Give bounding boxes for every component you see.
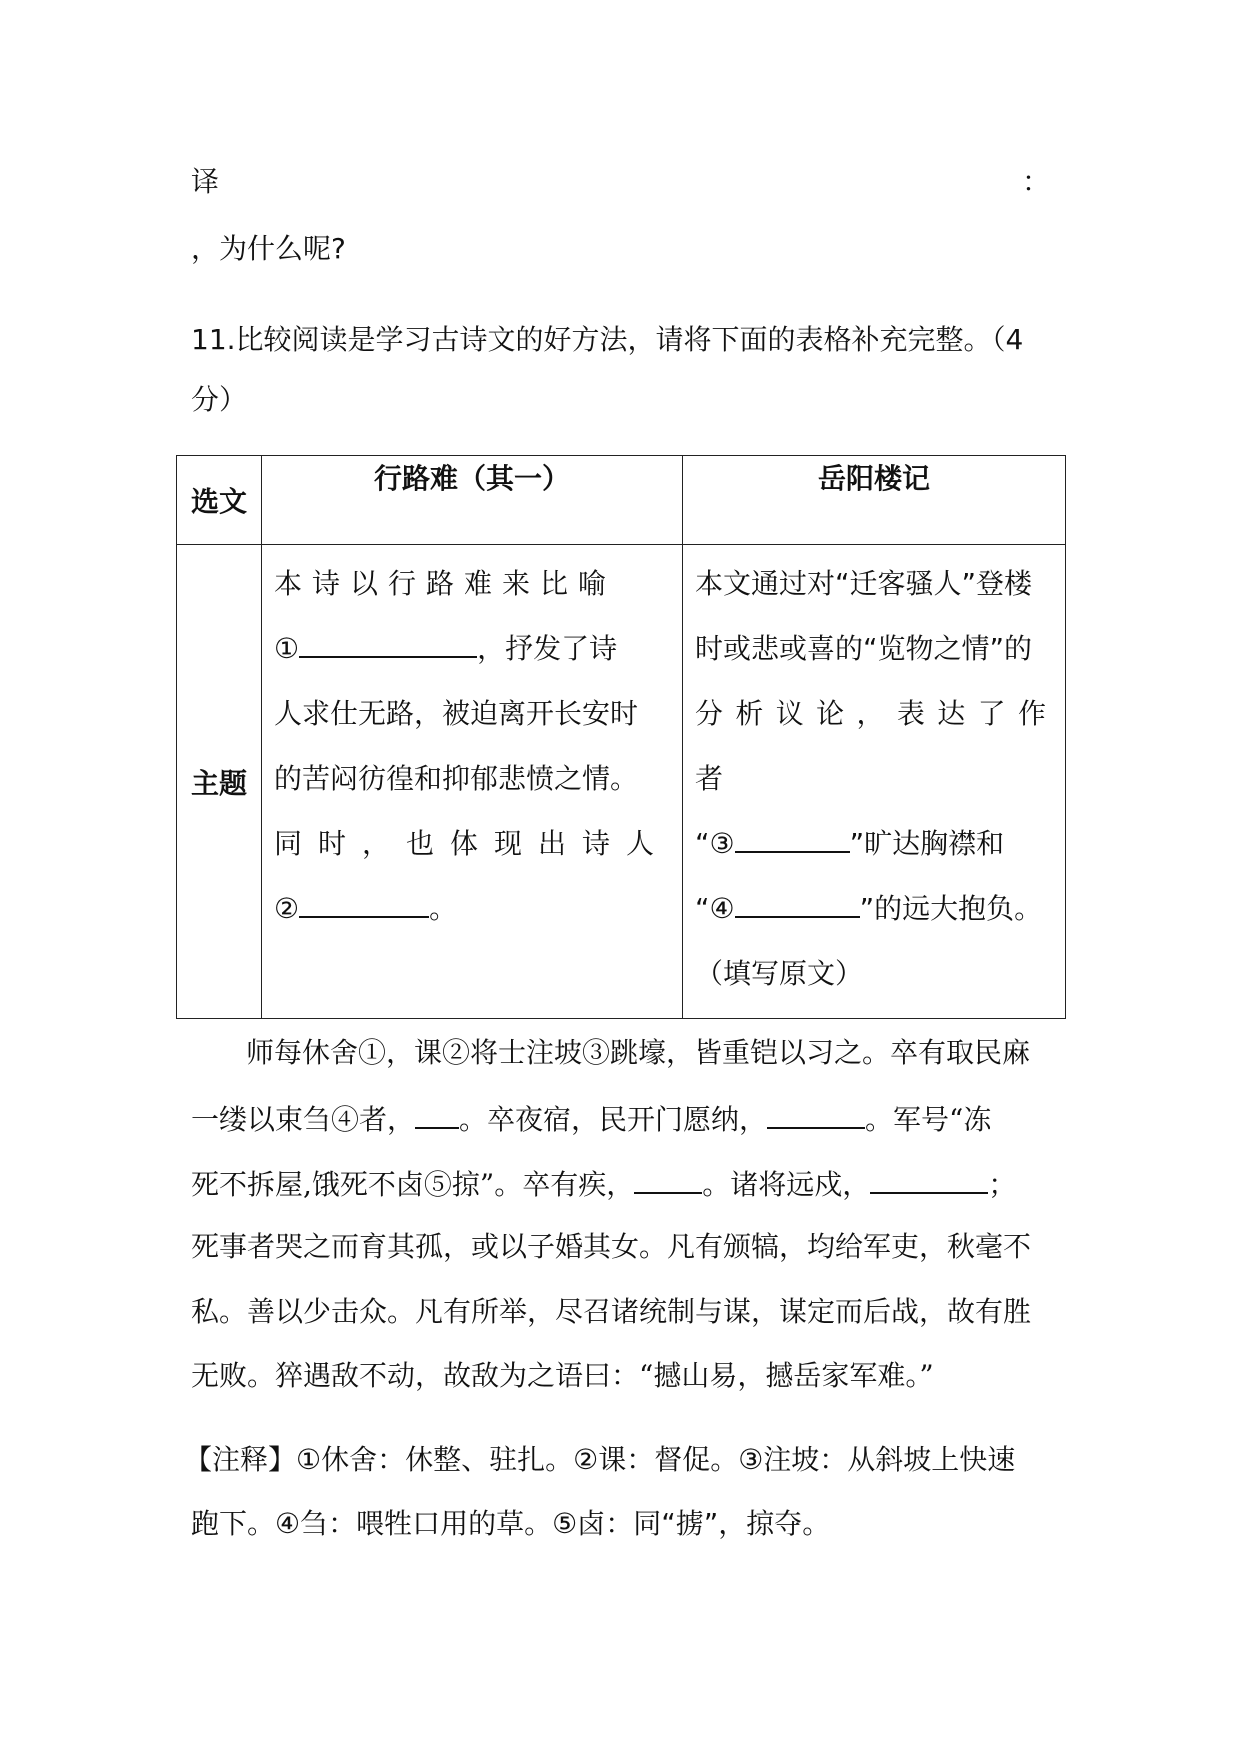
passage-blank-1[interactable] <box>415 1097 459 1129</box>
row-label-theme: 主题 <box>177 545 262 1019</box>
notes-line: 【注释】①休舍：休整、驻扎。②课：督促。③注坡：从斜坡上快速 <box>184 1443 1016 1476</box>
essay-theme-line: （填写原文） <box>695 957 864 990</box>
poem-theme-cell <box>262 545 683 1019</box>
answer-blank-4[interactable] <box>735 886 860 918</box>
blank-marker-3: “③ <box>695 827 735 860</box>
passage-line: 无败。猝遇敌不动，故敌为之语曰：“撼山易，撼岳家军难。” <box>191 1359 934 1392</box>
header-poem: 行路难（其一） <box>262 456 683 545</box>
passage-line <box>191 1097 991 1140</box>
passage-text: 。诸将远戍， <box>702 1168 871 1201</box>
blank-marker-2: ② <box>274 892 300 925</box>
essay-theme-line: 分析议论，表达了作者 <box>695 697 1055 795</box>
essay-theme-text: ”旷达胸襟和 <box>849 827 1005 860</box>
passage-text: 死不拆屋,饿死不卤⑤掠”。卒有疾， <box>191 1168 635 1201</box>
blank-marker-1: ① <box>274 632 300 665</box>
blank-marker-4: “④ <box>695 892 735 925</box>
question-11-line1: 11.比较阅读是学习古诗文的好方法，请将下面的表格补充完整。（4 <box>191 323 1024 356</box>
translation-colon: ： <box>1022 165 1051 198</box>
passage-line: 私。善以少击众。凡有所举，尽召诸统制与谋，谋定而后战，故有胜 <box>191 1295 1032 1328</box>
poem-theme-line <box>274 876 672 941</box>
answer-blank-2[interactable] <box>299 886 429 918</box>
essay-theme-text: ”的远大抱负。 <box>859 892 1043 925</box>
passage-line: 死事者哭之而育其孤，或以子婚其女。凡有颁犒，均给军吏，秋毫不 <box>191 1230 1032 1263</box>
header-selection: 选文 <box>177 456 262 545</box>
passage-blank-4[interactable] <box>870 1162 988 1194</box>
question-fragment: ，为什么呢? <box>191 232 346 265</box>
poem-theme-line: 本诗以行路难来比喻 <box>274 567 617 600</box>
essay-theme-line <box>695 876 1055 941</box>
poem-theme-text: 。 <box>429 892 458 925</box>
passage-text: 。卒夜宿，民开门愿纳， <box>459 1103 768 1136</box>
translation-label: 译 <box>191 165 220 198</box>
passage-text: 一缕以束刍④者， <box>191 1103 416 1136</box>
notes-line: 跑下。④刍：喂牲口用的草。⑤卤：同“掳”，掠夺。 <box>191 1507 831 1540</box>
poem-theme-line: 的苦闷彷徨和抑郁悲愤之情。 <box>274 762 639 795</box>
answer-blank-1[interactable] <box>299 626 477 658</box>
essay-theme-line <box>695 811 1055 876</box>
passage-line <box>191 1162 1016 1205</box>
answer-blank-3[interactable] <box>735 821 850 853</box>
poem-theme-text: ，抒发了诗 <box>477 632 618 665</box>
passage-text: 。军号“冻 <box>865 1103 992 1136</box>
passage-blank-3[interactable] <box>634 1162 702 1194</box>
comparison-table <box>176 455 1066 1019</box>
table-header-row <box>177 456 1066 545</box>
essay-theme-cell <box>683 545 1066 1019</box>
essay-theme-line: 时或悲或喜的“览物之情”的 <box>695 632 1033 665</box>
passage-text: ； <box>988 1168 1017 1201</box>
header-essay: 岳阳楼记 <box>683 456 1066 545</box>
poem-theme-line: 人求仕无路，被迫离开长安时 <box>274 697 639 730</box>
table-theme-row <box>177 545 1066 1019</box>
passage-blank-2[interactable] <box>767 1097 865 1129</box>
passage-line: 师每休舍①，课②将士注坡③跳壕，皆重铠以习之。卒有取民麻 <box>246 1036 1031 1069</box>
essay-theme-line: 本文通过对“迁客骚人”登楼 <box>695 567 1033 600</box>
poem-theme-line <box>274 616 672 681</box>
question-11-line2: 分） <box>191 383 248 416</box>
poem-theme-line: 同时，也体现出诗人 <box>274 827 671 860</box>
